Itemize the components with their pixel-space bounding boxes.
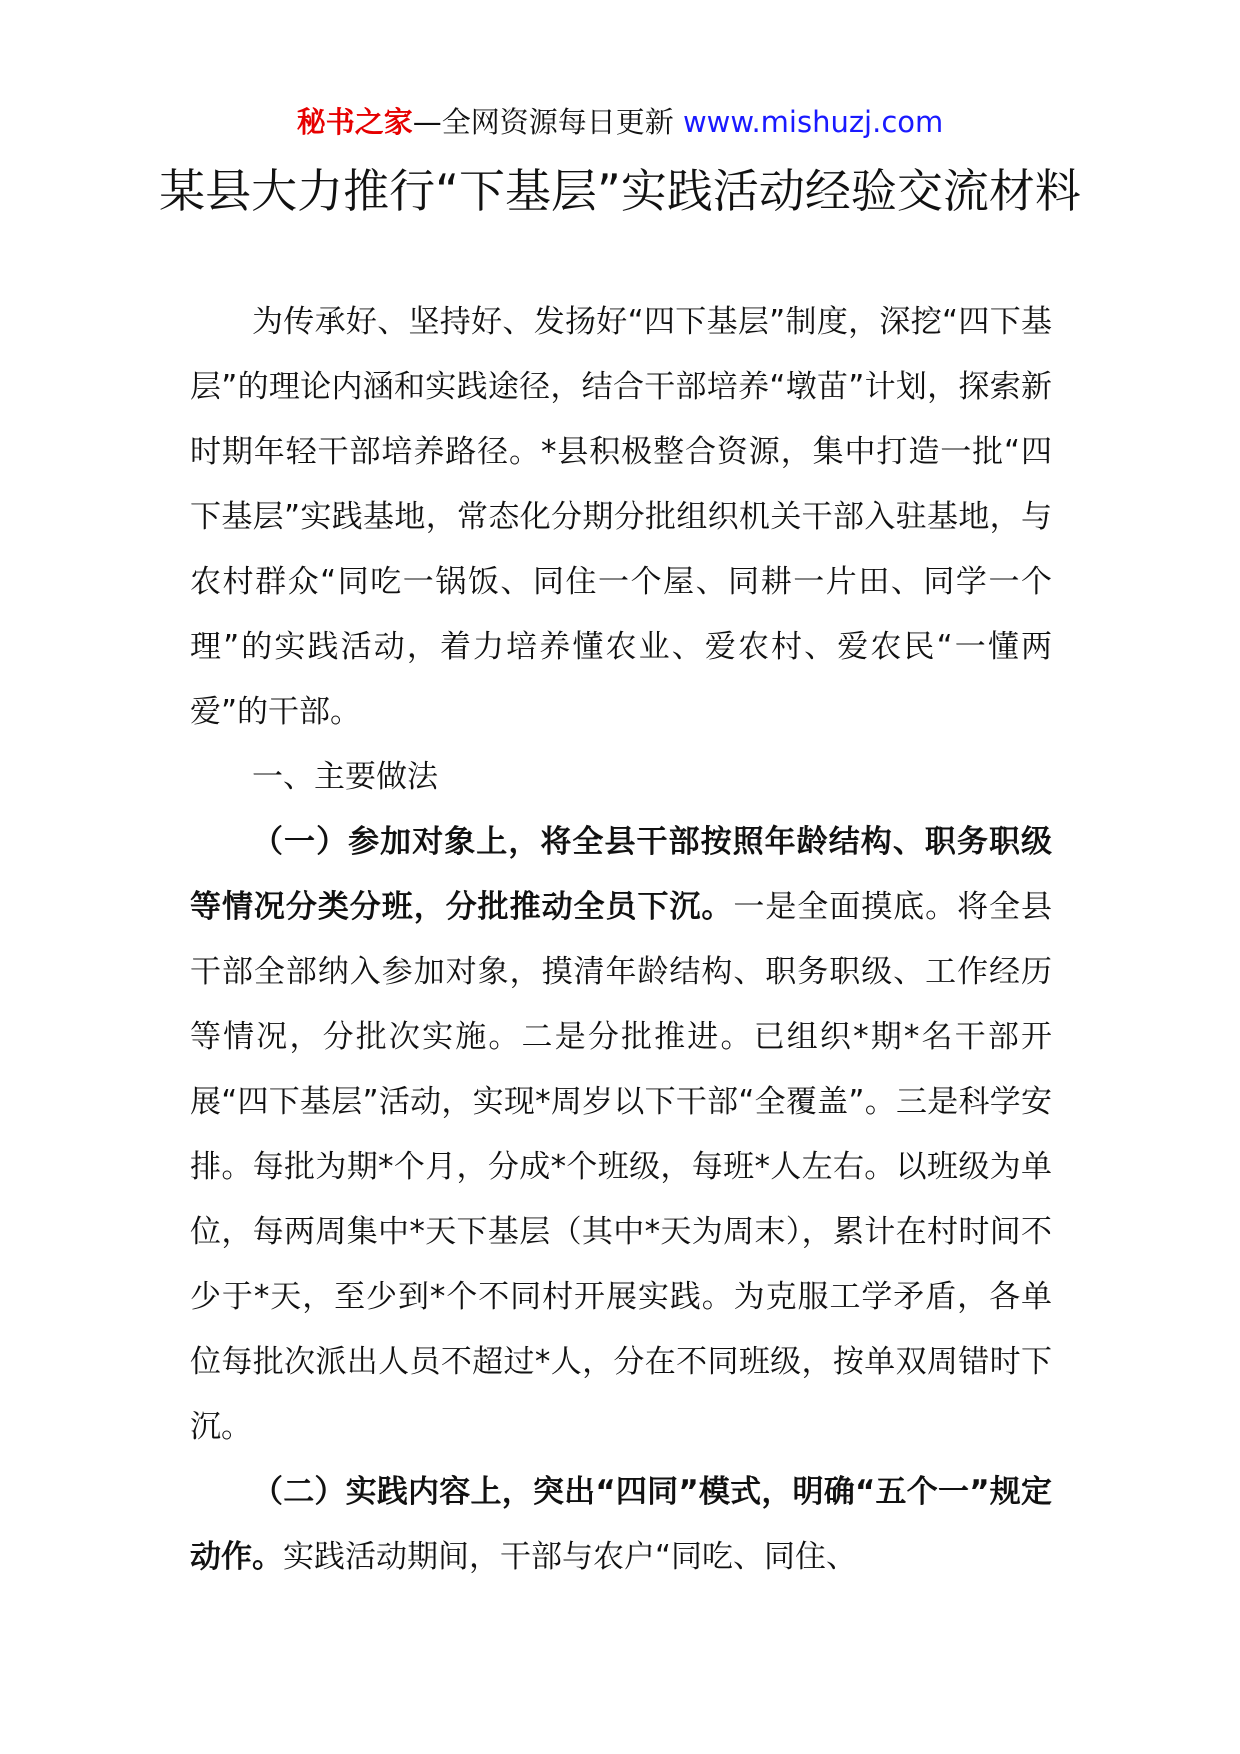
item2-heading: （二）实践内容上，突出“四同”模式，明确“五个一”规定动作。	[190, 1474, 1052, 1575]
document-title: 某县大力推行“下基层”实践活动经验交流材料	[159, 164, 1081, 218]
document-body	[190, 290, 1052, 1590]
item2-paragraph	[190, 1460, 1052, 1590]
intro-paragraph: 为传承好、坚持好、发扬好“四下基层”制度，深挖“四下基层”的理论内涵和实践途径，结合干部培养“墩苗”计划，探索新时期年轻干部培养路径。*县积极整合资源，集中打造一批“四下基层”实践基地，常态化分期分批组织机关干部入驻基地，与农村群众“同吃一锅饭、同住一个屋、同耕一片田、同学一个理”的实践活动，着力培养懂农业、爱农村、爱农民“一懂两爱”的干部。	[190, 304, 1052, 730]
item2-body: 实践活动期间，干部与农户“同吃、同住、	[283, 1539, 858, 1575]
section-heading: 一、主要做法	[252, 759, 438, 795]
item1-heading: （一）参加对象上，将全县干部按照年龄结构、职务职级等情况分类分班，分批推动全员下沉。	[190, 824, 1052, 925]
brand-name: 秘书之家	[296, 105, 413, 139]
site-url-link[interactable]: www.mishuzj.com	[682, 105, 944, 139]
item1-paragraph	[190, 810, 1052, 1460]
site-header	[0, 102, 1240, 142]
header-slogan: —全网资源每日更新	[412, 105, 674, 139]
item1-body: 一是全面摸底。将全县干部全部纳入参加对象，摸清年龄结构、职务职级、工作经历等情况，分批次实施。二是分批推进。已组织*期*名干部开展“四下基层”活动，实现*周岁以下干部“全覆盖”。三是科学安排。每批为期*个月，分成*个班级，每班*人左右。以班级为单位，每两周集中*天下基层（其中*天为周末），累计在村时间不少于*天，至少到*个不同村开展实践。为克服工学矛盾，各单位每批次派出人员不超过*人，分在不同班级，按单双周错时下沉。	[190, 889, 1053, 1445]
